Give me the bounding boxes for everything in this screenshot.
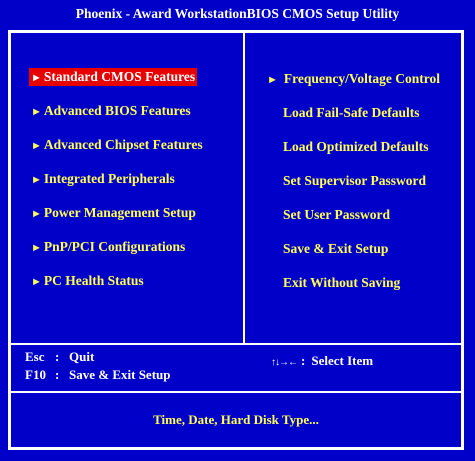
menu-item-label: Exit Without Saving [283, 275, 401, 290]
menu-item-pnp-pci-configurations[interactable] [29, 238, 187, 256]
help-f10 [25, 367, 170, 383]
window-title: Phoenix - Award WorkstationBIOS CMOS Setup Utility [75, 6, 400, 21]
menu-item-pc-health-status[interactable] [29, 272, 146, 290]
help-navigation [271, 353, 373, 369]
help-divider [9, 343, 463, 345]
menu-item-save-exit-setup[interactable] [281, 240, 390, 258]
arrow-icon: ► [31, 208, 42, 220]
esc-action-label: Quit [69, 349, 95, 364]
nav-action-label: Select Item [311, 353, 374, 368]
menu-item-advanced-bios-features[interactable] [29, 102, 193, 120]
f10-key-label: F10 [25, 367, 46, 382]
arrow-icon: ► [31, 174, 42, 186]
menu-item-load-optimized-defaults[interactable] [281, 138, 431, 156]
menu-item-set-user-password[interactable] [281, 206, 392, 224]
menu-item-advanced-chipset-features[interactable] [29, 136, 205, 154]
menu-item-frequency-voltage-control[interactable] [265, 70, 442, 88]
menu-item-label: PC Health Status [43, 273, 144, 288]
menu-item-standard-cmos-features[interactable] [29, 68, 197, 86]
menu-item-set-supervisor-password[interactable] [281, 172, 428, 190]
menu-item-load-fail-safe-defaults[interactable] [281, 104, 422, 122]
item-description: Time, Date, Hard Disk Type... [153, 412, 319, 427]
arrow-icon: ► [31, 72, 42, 84]
menu-item-label: Save & Exit Setup [283, 241, 389, 256]
arrow-icon: ► [31, 106, 42, 118]
menu-item-integrated-peripherals[interactable] [29, 170, 177, 188]
arrow-keys-icon: ↑↓→← [271, 357, 297, 368]
arrow-icon: ► [31, 140, 42, 152]
menu-item-label: Load Fail-Safe Defaults [283, 105, 420, 120]
arrow-icon: ► [31, 276, 42, 288]
menu-item-label: PnP/PCI Configurations [43, 239, 186, 254]
esc-key-label: Esc [25, 349, 45, 364]
menu-item-exit-without-saving[interactable] [281, 274, 402, 292]
menu-item-label: Advanced Chipset Features [43, 137, 203, 152]
menu-item-label: Set Supervisor Password [283, 173, 427, 188]
f10-separator: : [55, 367, 60, 382]
menu-item-label: Integrated Peripherals [43, 171, 175, 186]
nav-separator: : [301, 353, 306, 368]
f10-action-label: Save & Exit Setup [69, 367, 171, 382]
arrow-icon: ► [267, 74, 278, 86]
menu-item-label: Advanced BIOS Features [43, 103, 191, 118]
menu-item-label: Standard CMOS Features [43, 69, 196, 84]
column-divider [243, 32, 245, 344]
menu-item-label: Load Optimized Defaults [283, 139, 429, 154]
status-divider [9, 391, 463, 393]
menu-item-label: Frequency/Voltage Control [283, 71, 441, 86]
help-esc [25, 349, 94, 365]
arrow-icon: ► [31, 242, 42, 254]
menu-item-label: Set User Password [283, 207, 390, 222]
esc-separator: : [55, 349, 60, 364]
menu-item-label: Power Management Setup [43, 205, 196, 220]
menu-item-power-management-setup[interactable] [29, 204, 198, 222]
